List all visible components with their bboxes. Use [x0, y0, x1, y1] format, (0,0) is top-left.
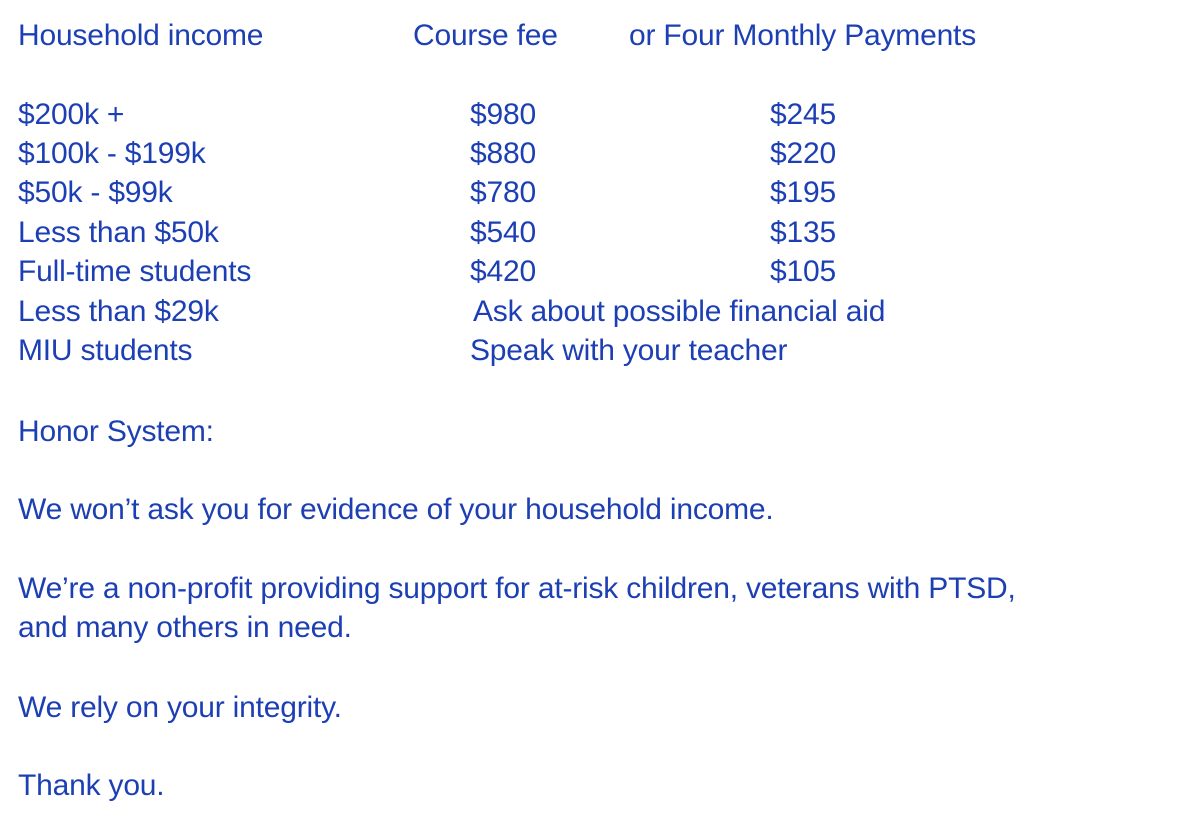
header-household-income: Household income: [18, 19, 264, 52]
honor-system-heading: Honor System:: [18, 415, 214, 448]
course-fee: $980: [470, 98, 536, 131]
thank-you: Thank you.: [18, 769, 165, 802]
monthly-payment: $245: [770, 98, 836, 131]
income-tier: MIU students: [18, 334, 193, 367]
income-tier: $100k - $199k: [18, 137, 206, 170]
honor-paragraph-evidence: We won’t ask you for evidence of your household income.: [18, 493, 774, 526]
course-fee: $420: [470, 255, 536, 288]
honor-paragraph-nonprofit-line1: We’re a non-profit providing support for at-risk children, veterans with PTSD,: [18, 572, 1016, 605]
course-fee: $540: [470, 216, 536, 249]
teacher-note: Speak with your teacher: [470, 334, 788, 367]
monthly-payment: $220: [770, 137, 836, 170]
course-fee: $780: [470, 176, 536, 209]
monthly-payment: $105: [770, 255, 836, 288]
honor-paragraph-integrity: We rely on your integrity.: [18, 691, 342, 724]
income-tier: Less than $29k: [18, 295, 219, 328]
course-fee: $880: [470, 137, 536, 170]
income-tier: Full-time students: [18, 255, 252, 288]
header-course-fee: Course fee: [413, 19, 558, 52]
header-monthly-payments: or Four Monthly Payments: [629, 19, 976, 52]
income-tier: $200k +: [18, 98, 125, 131]
income-tier: Less than $50k: [18, 216, 219, 249]
monthly-payment: $135: [770, 216, 836, 249]
monthly-payment: $195: [770, 176, 836, 209]
financial-aid-note: Ask about possible financial aid: [473, 295, 886, 328]
honor-paragraph-nonprofit-line2: and many others in need.: [18, 611, 352, 644]
income-tier: $50k - $99k: [18, 176, 173, 209]
